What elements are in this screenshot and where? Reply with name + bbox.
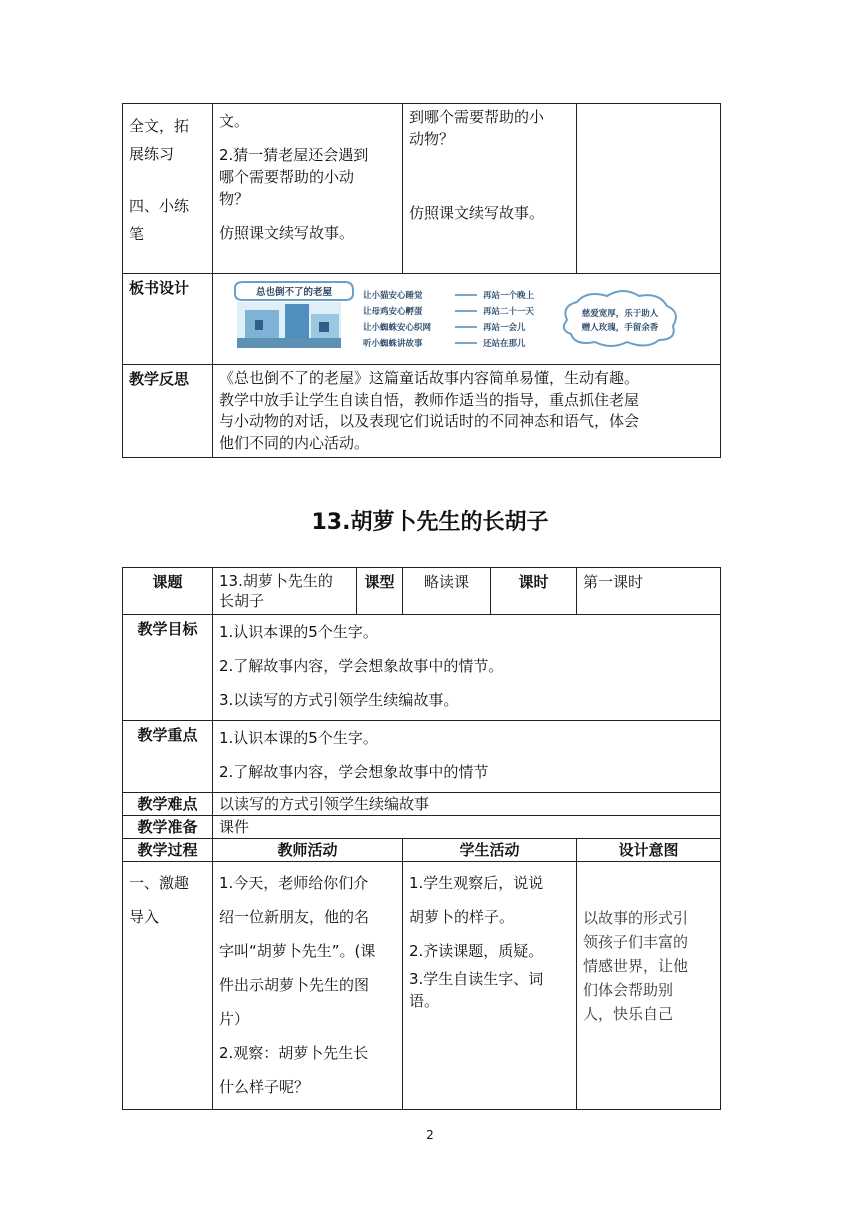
- key-point-item: 1.认识本课的5个生字。: [219, 729, 378, 747]
- board-design-diagram: [215, 276, 715, 356]
- design-line: 以故事的形式引: [583, 909, 689, 927]
- student-line: 动物？: [409, 130, 455, 148]
- board-left-item: 听小蜘蛛讲故事: [363, 339, 423, 349]
- difficulty-value: 以读写的方式引领学生续编故事: [213, 793, 721, 816]
- difficulty-label: 教学难点: [123, 793, 213, 816]
- topic-line: 长胡子: [219, 592, 265, 610]
- teacher-activity-cell: [213, 104, 403, 274]
- teacher-line: 物？: [219, 190, 250, 208]
- board-title: 总也倒不了的老屋: [255, 287, 333, 298]
- student-activity-cell: [403, 862, 577, 1110]
- type-value: 略读课: [403, 568, 491, 615]
- student-line: 3.学生自读生字、词: [409, 970, 544, 988]
- teacher-line: 字叫“胡萝卜先生”。(课: [219, 942, 376, 960]
- cloud-line: 赠人玫瑰，手留余香: [581, 323, 659, 333]
- key-point-item: 2.了解故事内容，学会想象故事中的情节: [219, 763, 489, 781]
- teacher-line: 绍一位新朋友，他的名: [219, 908, 370, 926]
- prep-value: 课件: [213, 816, 721, 839]
- topic-line: 13.胡萝卜先生的: [219, 572, 333, 590]
- teacher-line: 1.今天，老师给你们介: [219, 874, 369, 892]
- student-line: 语。: [409, 992, 440, 1010]
- board-right-item: 再站二十一天: [483, 307, 535, 317]
- teacher-line: 哪个需要帮助的小动: [219, 168, 355, 186]
- teacher-line: 什么样子呢？: [219, 1078, 310, 1096]
- period-value: 第一课时: [577, 568, 721, 615]
- step-name-line: 一、激趣: [129, 874, 190, 892]
- teacher-line: 件出示胡萝卜先生的图: [219, 976, 370, 994]
- teacher-activity-header: 教师活动: [213, 839, 403, 862]
- period-label: 课时: [491, 568, 577, 615]
- board-left-item: 让小蜘蛛安心织网: [363, 323, 432, 333]
- step-name-cell: [123, 104, 213, 274]
- reflection-line: 教学中放手让学生自读自悟，教师作适当的指导，重点抓住老屋: [219, 390, 640, 409]
- page-number: 2: [426, 1128, 434, 1142]
- design-line: 情感世界，让他: [583, 957, 689, 975]
- reflection-label: 教学反思: [123, 365, 213, 458]
- board-left-item: 让小猫安心睡觉: [363, 291, 423, 301]
- step-name-line: 四、小练: [129, 197, 190, 215]
- student-line: 1.学生观察后，说说: [409, 874, 544, 892]
- design-intent-cell: [577, 104, 721, 274]
- goal-item: 2.了解故事内容，学会想象故事中的情节。: [219, 657, 504, 675]
- prep-label: 教学准备: [123, 816, 213, 839]
- board-right-item: 再站一会儿: [483, 323, 526, 333]
- student-activity-header: 学生活动: [403, 839, 577, 862]
- board-left-item: 让母鸡安心孵蛋: [363, 307, 423, 317]
- topic-value: [213, 568, 357, 615]
- teacher-line: 2.观察：胡萝卜先生长: [219, 1044, 369, 1062]
- design-line: 领孩子们丰富的: [583, 933, 689, 951]
- reflection-line: 与小动物的对话，以及表现它们说话时的不同神态和语气，体会: [219, 412, 640, 430]
- student-line: 胡萝卜的样子。: [409, 908, 515, 926]
- reflection-line: 《总也倒不了的老屋》这篇童话故事内容简单易懂，生动有趣。: [219, 369, 640, 387]
- board-design-cell: [213, 274, 721, 365]
- goal-item: 1.认识本课的5个生字。: [219, 623, 378, 641]
- previous-lesson-table: [122, 103, 721, 458]
- student-line: 仿照课文续写故事。: [409, 204, 545, 222]
- teacher-line: 2.猜一猜老屋还会遇到: [219, 146, 369, 164]
- lesson-plan-table: [122, 567, 721, 1110]
- key-points-label: 教学重点: [123, 721, 213, 793]
- step-name-cell: [123, 862, 213, 1110]
- step-name-line: 笔: [129, 225, 145, 243]
- step-name-line: 导入: [129, 908, 160, 926]
- process-label: 教学过程: [123, 839, 213, 862]
- cloud-line: 慈爱宽厚，乐于助人: [581, 309, 659, 319]
- board-design-label: 板书设计: [123, 274, 213, 365]
- type-label: 课型: [357, 568, 403, 615]
- student-activity-cell: [403, 104, 577, 274]
- board-right-item: 还站在那儿: [483, 339, 526, 349]
- student-line: 2.齐读课题，质疑。: [409, 942, 544, 960]
- teacher-activity-cell: [213, 862, 403, 1110]
- design-line: 人，快乐自己: [583, 1005, 674, 1023]
- teacher-line: 文。: [219, 112, 250, 130]
- topic-label: 课题: [123, 568, 213, 615]
- goal-item: 3.以读写的方式引领学生续编故事。: [219, 691, 459, 709]
- board-connectors: [455, 295, 477, 343]
- reflection-line: 他们不同的内心活动。: [219, 433, 370, 452]
- board-right-item: 再站一个晚上: [483, 291, 535, 301]
- teacher-line: 片）: [219, 1010, 250, 1028]
- old-house-picture: [237, 302, 341, 348]
- step-name-line: 展练习: [129, 145, 175, 163]
- design-intent-cell: [577, 862, 721, 1110]
- design-intent-header: 设计意图: [577, 839, 721, 862]
- lesson-title: 13.胡萝卜先生的长胡子: [311, 510, 549, 535]
- goals-cell: [213, 615, 721, 721]
- teacher-line: 仿照课文续写故事。: [219, 224, 355, 242]
- student-line: 到哪个需要帮助的小: [409, 108, 545, 126]
- design-line: 们体会帮助别: [583, 981, 674, 999]
- reflection-cell: [213, 365, 721, 458]
- step-name-line: 全文，拓: [129, 117, 190, 135]
- key-points-cell: [213, 721, 721, 793]
- goals-label: 教学目标: [123, 615, 213, 721]
